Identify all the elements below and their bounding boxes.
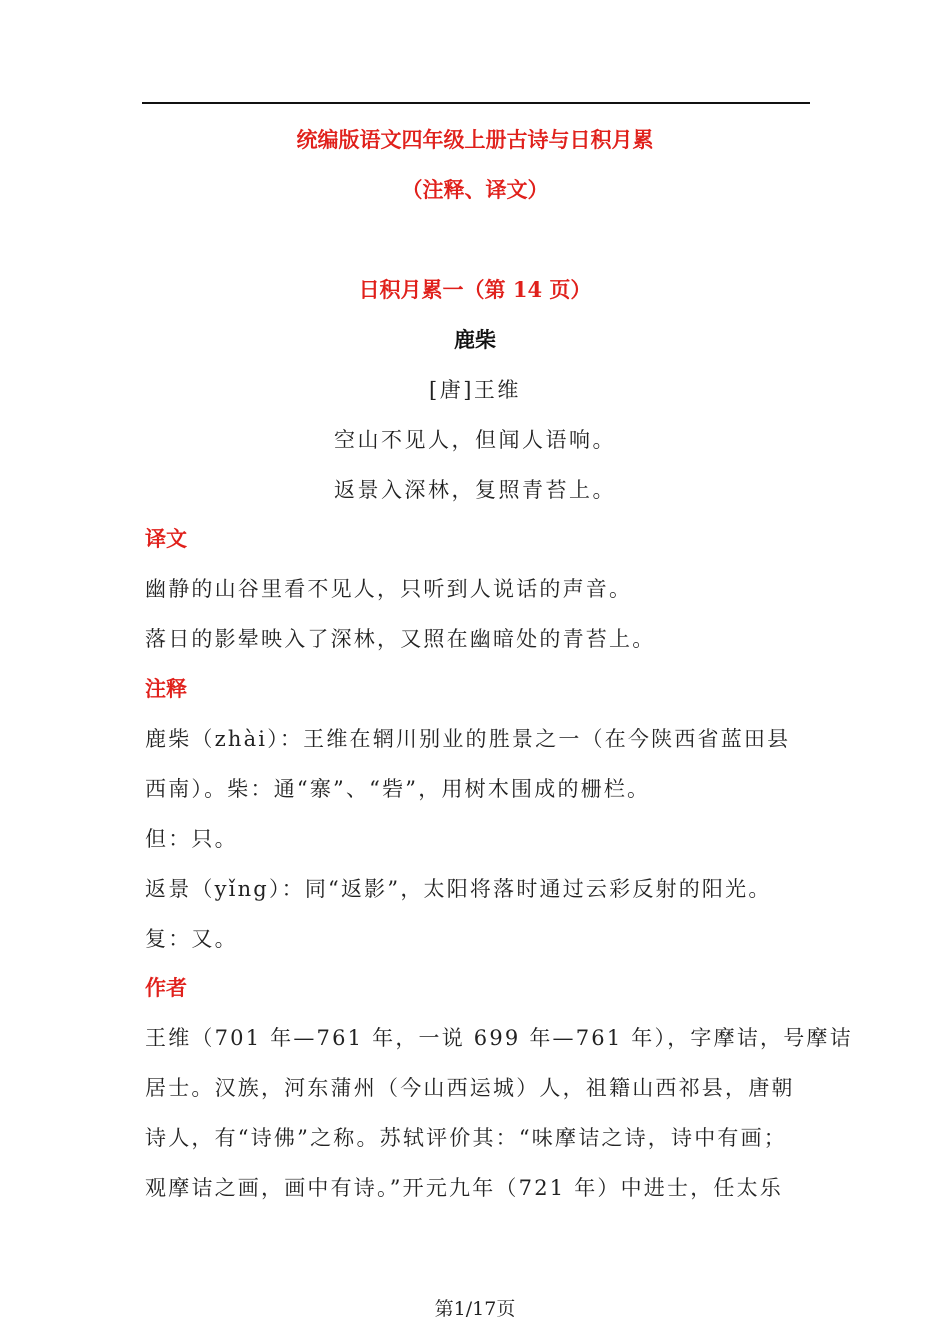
document-subtitle: （注释、译文） <box>401 177 549 202</box>
translation-heading: 译文 <box>145 526 187 551</box>
author-line: 诗人，有“诗佛”之称。苏轼评价其：“味摩诘之诗，诗中有画； <box>145 1126 788 1150</box>
poem-author: [唐]王维 <box>429 378 521 402</box>
author-line: 观摩诘之画，画中有诗。”开元九年（721 年）中进士，任太乐 <box>145 1176 783 1200</box>
note-line: 鹿柴（zhài）：王维在辋川别业的胜景之一（在今陕西省蓝田县 <box>145 727 791 751</box>
note-line: 复：又。 <box>145 927 238 951</box>
poem-title: 鹿柴 <box>454 327 496 352</box>
author-line: 王维（701 年—761 年，一说 699 年—761 年），字摩诘，号摩诘 <box>145 1026 853 1050</box>
translation-line: 落日的影晕映入了深林，又照在幽暗处的青苔上。 <box>145 627 656 651</box>
note-line: 但：只。 <box>145 827 238 851</box>
page-number: 第1/17页 <box>434 1298 516 1320</box>
note-line: 返景（yǐng）：同“返影”，太阳将落时通过云彩反射的阳光。 <box>145 877 772 901</box>
note-line: 西南）。柴：通“寨”、“砦”，用树木围成的栅栏。 <box>145 777 651 801</box>
section-title: 日积月累一（第 14 页） <box>358 277 592 302</box>
notes-heading: 注释 <box>145 676 187 701</box>
author-heading: 作者 <box>145 975 187 1000</box>
header-rule <box>142 102 810 104</box>
poem-line: 返景入深林，复照青苔上。 <box>334 478 616 502</box>
document-title: 统编版语文四年级上册古诗与日积月累 <box>296 127 654 152</box>
poem-line: 空山不见人，但闻人语响。 <box>334 428 616 452</box>
author-line: 居士。汉族，河东蒲州（今山西运城）人，祖籍山西祁县，唐朝 <box>145 1076 795 1100</box>
translation-line: 幽静的山谷里看不见人，只听到人说话的声音。 <box>145 577 633 601</box>
